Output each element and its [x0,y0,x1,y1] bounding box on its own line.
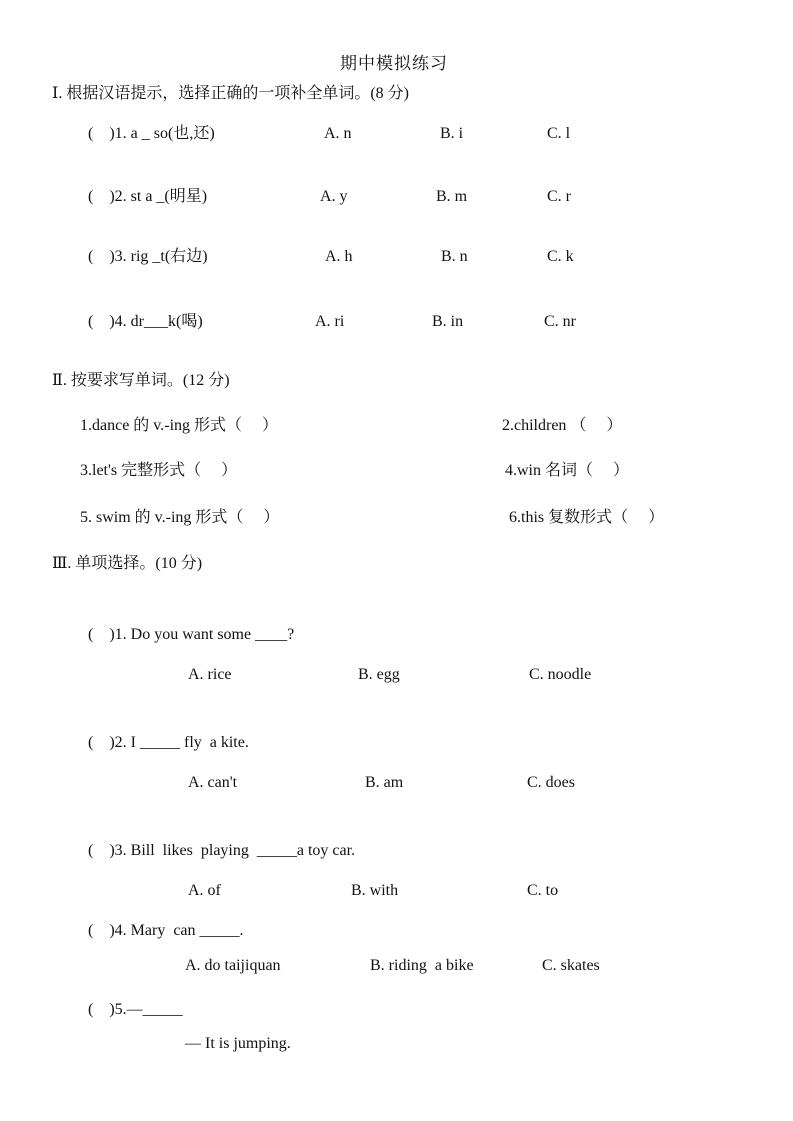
word-task: 1.dance 的 v.-ing 形式（ ） [80,417,279,434]
option-a: A. y [320,188,348,205]
option-c: C. k [547,248,574,265]
word-task: 5. swim 的 v.-ing 形式（ ） [80,509,280,526]
question-stem: ( )2. I _____ fly a kite. [88,734,249,751]
question-stem: ( )3. rig _t(右边) [88,248,208,265]
option-b: B. i [440,125,464,142]
option-a: A. ri [315,313,345,330]
word-task: 6.this 复数形式（ ） [509,509,665,526]
option-b: B. n [441,248,468,265]
section-heading-2: Ⅱ. 按要求写单词。(12 分) [52,372,230,389]
option-c: C. l [547,125,571,142]
word-task: 3.let's 完整形式（ ） [80,462,238,479]
option-b: B. am [365,774,404,791]
option-a: A. of [188,882,221,899]
dialogue-answer: — It is jumping. [185,1035,291,1052]
question-stem: ( )3. Bill likes playing _____a toy car. [88,842,356,859]
option-c: C. does [527,774,575,791]
option-c: C. to [527,882,559,899]
question-stem: ( )5.—_____ [88,1001,183,1018]
option-b: B. with [351,882,399,899]
page-title: 期中模拟练习 [340,54,448,73]
option-b: B. egg [358,666,400,683]
option-a: A. rice [188,666,232,683]
option-b: B. riding a bike [370,957,474,974]
word-task: 2.children （ ） [502,417,623,434]
word-task: 4.win 名词（ ） [505,462,630,479]
question-stem: ( )2. st a _(明星) [88,188,208,205]
option-a: A. can't [188,774,238,791]
option-b: B. in [432,313,464,330]
question-stem: ( )4. Mary can _____. [88,922,244,939]
section-heading-3: Ⅲ. 单项选择。(10 分) [52,555,203,572]
option-c: C. nr [544,313,576,330]
option-b: B. m [436,188,468,205]
option-a: A. h [325,248,353,265]
question-stem: ( )1. Do you want some ____? [88,626,295,643]
option-c: C. noodle [529,666,592,683]
option-a: A. n [324,125,352,142]
option-c: C. r [547,188,571,205]
option-a: A. do taijiquan [185,957,281,974]
question-stem: ( )1. a _ so(也,还) [88,125,215,142]
option-c: C. skates [542,957,600,974]
question-stem: ( )4. dr___k(喝) [88,313,203,330]
section-heading-1: Ⅰ. 根据汉语提示，选择正确的一项补全单词。(8 分) [52,85,409,102]
